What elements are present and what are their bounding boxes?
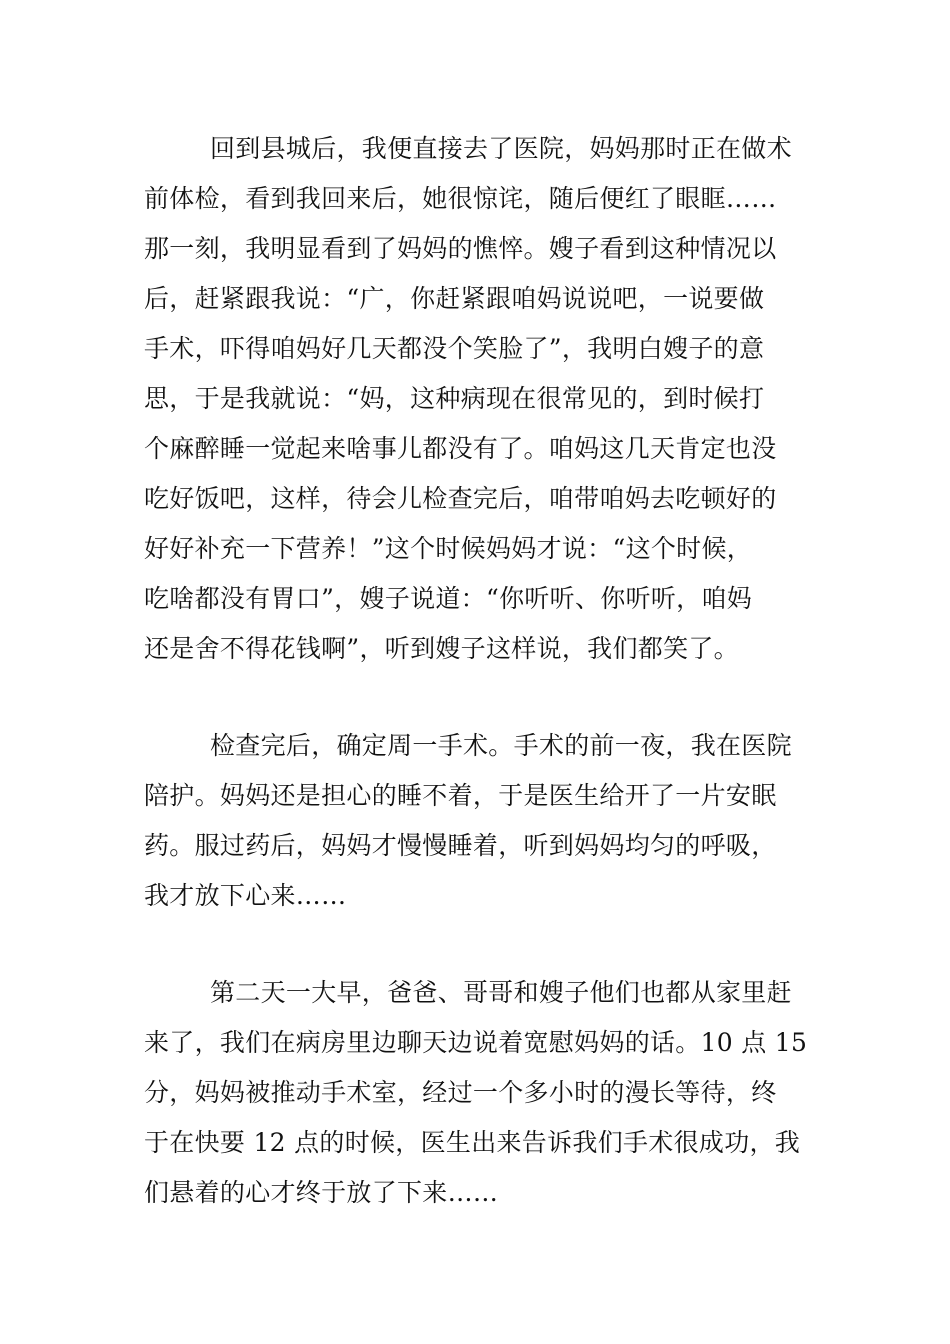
paragraph-line: 于在快要 12 点的时候，医生出来告诉我们手术很成功，我 [144, 1128, 801, 1157]
paragraph-line: 吃啥都没有胃口”，嫂子说道：“你听听、你听听，咱妈 [144, 584, 753, 613]
paragraph-line: 回到县城后，我便直接去了医院，妈妈那时正在做术 [210, 134, 792, 163]
paragraph-line: 我才放下心来…… [144, 881, 347, 910]
paragraph-line: 来了，我们在病房里边聊天边说着宽慰妈妈的话。10 点 15 [144, 1028, 808, 1057]
paragraph-line: 后，赶紧跟我说：“广，你赶紧跟咱妈说说吧，一说要做 [144, 284, 765, 313]
paragraph-line: 个麻醉睡一觉起来啥事儿都没有了。咱妈这几天肯定也没 [144, 434, 777, 463]
paragraph-line: 第二天一大早，爸爸、哥哥和嫂子他们也都从家里赶 [210, 978, 792, 1007]
paragraph-line: 前体检，看到我回来后，她很惊诧，随后便红了眼眶…… [144, 184, 777, 213]
paragraph-surgery-day [144, 968, 808, 1218]
paragraph-line: 思，于是我就说：“妈，这种病现在很常见的，到时候打 [144, 384, 765, 413]
paragraph-night-before [144, 721, 808, 921]
paragraph-line: 陪护。妈妈还是担心的睡不着，于是医生给开了一片安眠 [144, 781, 777, 810]
paragraph-line: 检查完后，确定周一手术。手术的前一夜，我在医院 [210, 731, 792, 760]
paragraph-hospital-arrival [144, 124, 808, 674]
paragraph-line: 们悬着的心才终于放了下来…… [144, 1178, 499, 1207]
paragraph-line: 吃好饭吧，这样，待会儿检查完后，咱带咱妈去吃顿好的 [144, 484, 777, 513]
paragraph-line: 好好补充一下营养！”这个时候妈妈才说：“这个时候， [144, 534, 753, 563]
paragraph-line: 那一刻，我明显看到了妈妈的憔悴。嫂子看到这种情况以 [144, 234, 777, 263]
paragraph-line: 手术，吓得咱妈好几天都没个笑脸了”，我明白嫂子的意 [144, 334, 765, 363]
paragraph-line: 还是舍不得花钱啊”，听到嫂子这样说，我们都笑了。 [144, 634, 739, 663]
paragraph-line: 分，妈妈被推动手术室，经过一个多小时的漫长等待，终 [144, 1078, 777, 1107]
paragraph-line: 药。服过药后，妈妈才慢慢睡着，听到妈妈均匀的呼吸， [144, 831, 777, 860]
